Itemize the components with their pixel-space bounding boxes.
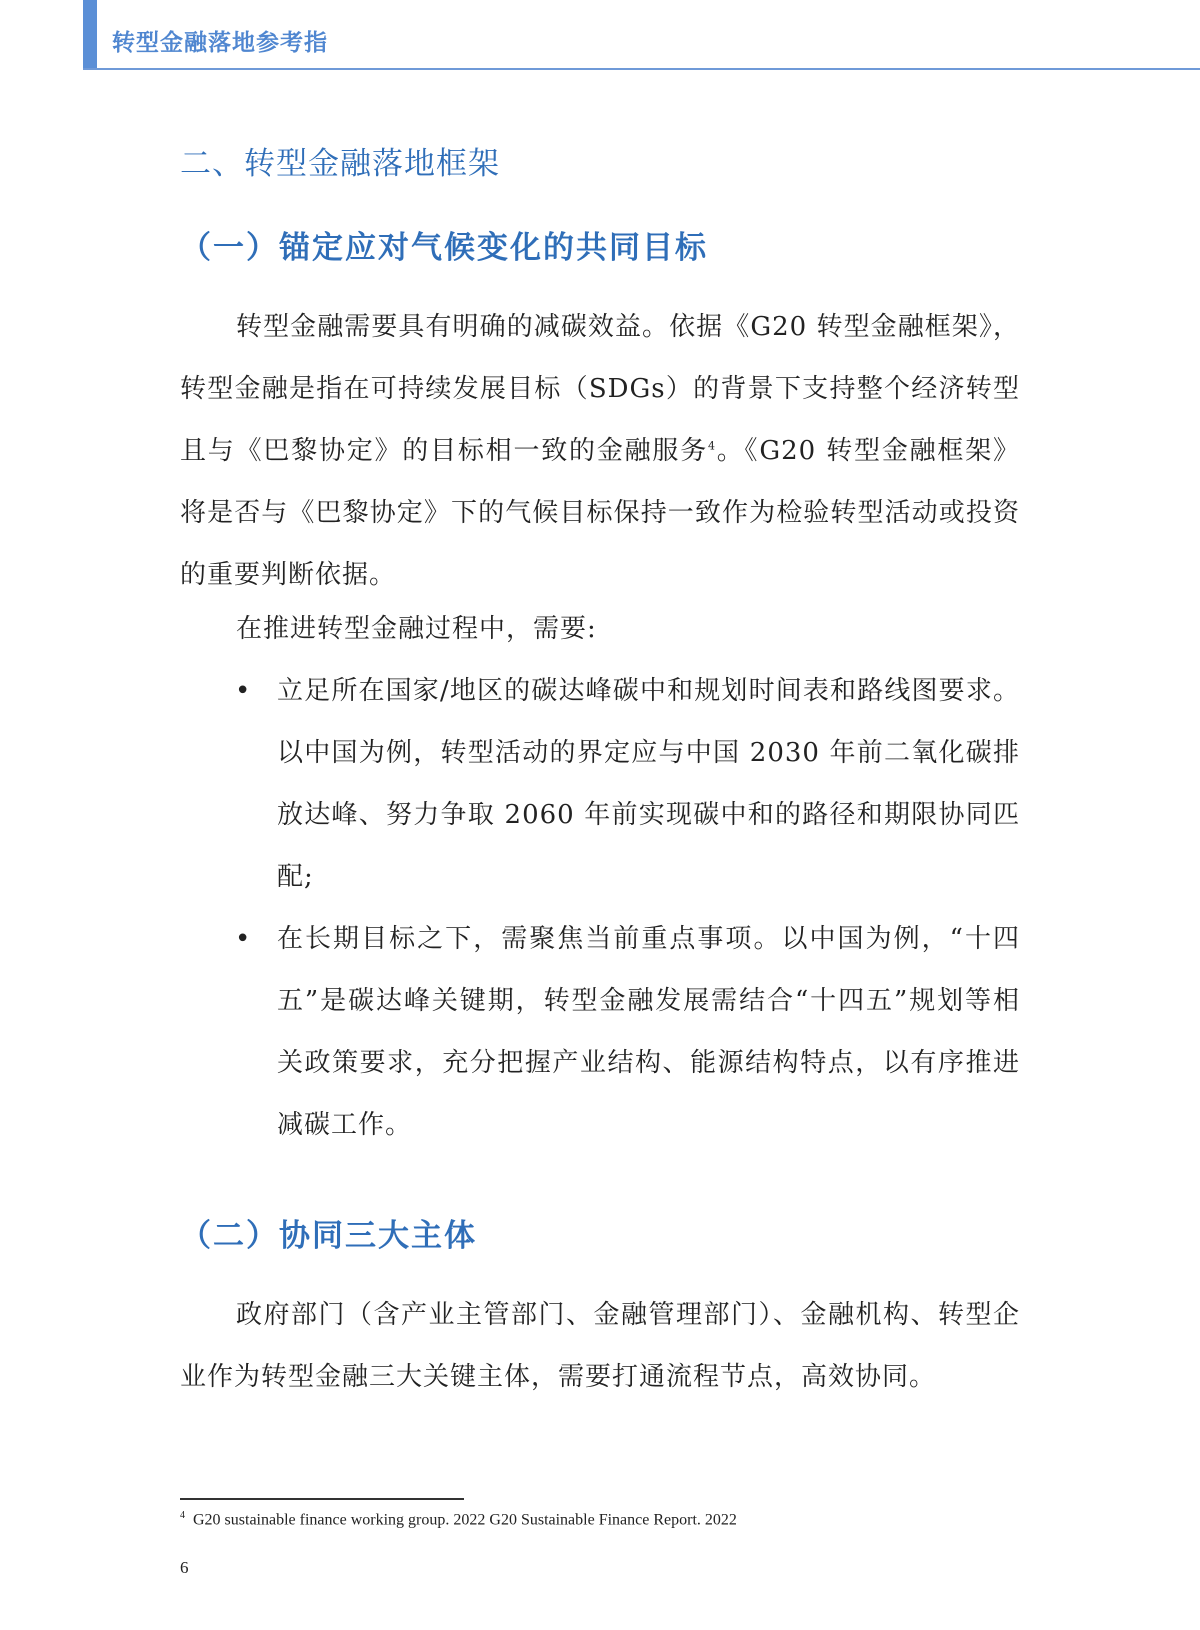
footnote — [180, 1510, 737, 1529]
list-item — [180, 908, 1020, 1156]
header-accent-bar — [83, 0, 97, 70]
footnote-marker: 4 — [180, 1510, 185, 1521]
header-divider — [83, 68, 1200, 70]
subsection-title-1: （一）锚定应对气候变化的共同目标 — [180, 230, 708, 266]
paragraph-1-text-b: 。《G20 转型金融框架》将是否与《巴黎协定》下的气候目标保持一致作为检验转型活动或投资的重要判断依据。 — [180, 436, 1020, 590]
footnote-divider — [180, 1498, 464, 1500]
footnote-text: G20 sustainable finance working group. 2022 G20 Sustainable Finance Report. 2022 — [193, 1511, 737, 1529]
paragraph-1-text-a: 转型金融需要具有明确的减碳效益。依据《G20 转型金融框架》，转型金融是指在可持续发展目标（SDGs）的背景下支持整个经济转型且与《巴黎协定》的目标相一致的金融服务 — [180, 312, 1020, 466]
paragraph-3: 政府部门（含产业主管部门、金融管理部门）、金融机构、转型企业作为转型金融三大关键主体，需要打通流程节点，高效协同。 — [180, 1300, 1020, 1392]
paragraph-1 — [180, 296, 1020, 606]
page-number: 6 — [180, 1558, 189, 1577]
bullet-symbol: • — [235, 676, 252, 706]
bullet-text-1: 立足所在国家/地区的碳达峰碳中和规划时间表和路线图要求。以中国为例，转型活动的界定应与中国 2030 年前二氧化碳排放达峰、努力争取 2060 年前实现碳中和的路径和期限协同匹配; — [277, 676, 1020, 892]
bullet-text-2: 在长期目标之下，需聚焦当前重点事项。以中国为例，“十四五”是碳达峰关键期，转型金融发展需结合“十四五”规划等相关政策要求，充分把握产业结构、能源结构特点，以有序推进减碳工作。 — [277, 924, 1020, 1140]
paragraph-2: 在推进转型金融过程中，需要: — [236, 614, 597, 644]
section-title: 二、转型金融落地框架 — [180, 146, 500, 182]
subsection-title-2: （二）协同三大主体 — [180, 1218, 477, 1254]
footnote-reference[interactable]: 4 — [707, 439, 716, 453]
list-item — [180, 660, 1020, 908]
bullet-symbol: • — [235, 924, 252, 954]
bullet-list — [180, 660, 1020, 1156]
running-header-title: 转型金融落地参考指 — [112, 30, 328, 56]
